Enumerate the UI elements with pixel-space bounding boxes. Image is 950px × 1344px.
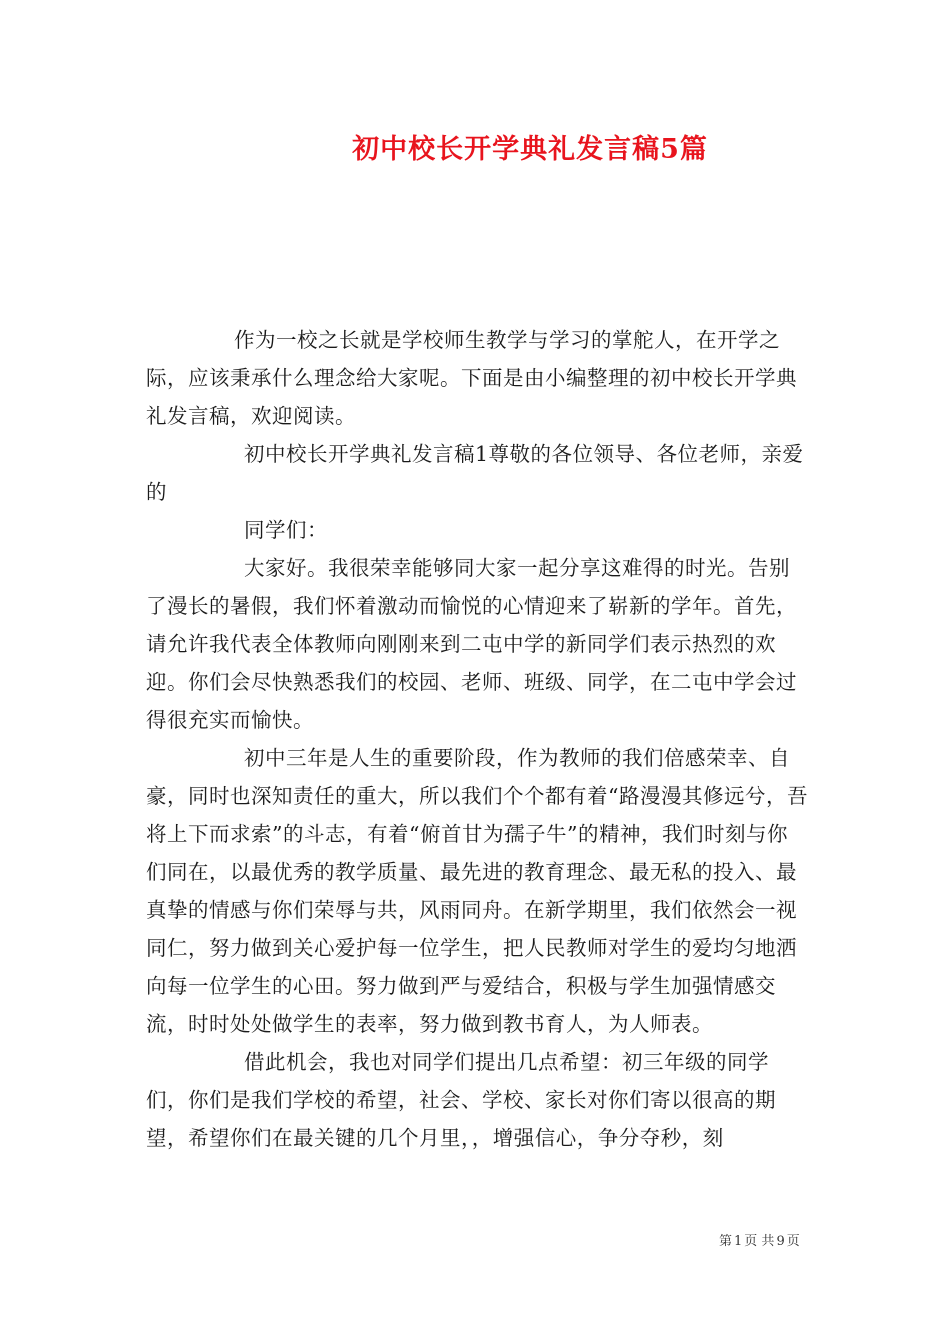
footer-page-current: 1 [734,1234,743,1249]
footer-page-suffix: 页 [786,1234,800,1249]
paragraph-intro: 作为一校之长就是学校师生教学与学习的掌舵人，在开学之际，应该秉承什么理念给大家呢。下面是由小编整理的初中校长开学典礼发言稿，欢迎阅读。 [146,328,797,428]
document-body [146,321,808,1157]
paragraph-greeting: 大家好。我很荣幸能够同大家一起分享这难得的时光。告别了漫长的暑假，我们怀着激动而愉悦的心情迎来了崭新的学年。首先，请允许我代表全体教师向刚刚来到二屯中学的新同学们表示热烈的欢迎。你们会尽快熟悉我们的校园、老师、班级、同学，在二屯中学会过得很充实而愉快。 [146,556,797,732]
document-title: 初中校长开学典礼发言稿5篇 [352,134,708,165]
footer-page-label: 第 [719,1234,733,1249]
paragraph-hopes: 借此机会，我也对同学们提出几点希望：初三年级的同学们，你们是我们学校的希望，社会、学校、家长对你们寄以很高的期望，希望你们在最关键的几个月里，，增强信心，争分夺秒，刻 [146,1050,776,1150]
paragraph-speech-heading: 初中校长开学典礼发言稿1尊敬的各位领导、各位老师，亲爱的 [146,442,804,504]
paragraph-teachers: 初中三年是人生的重要阶段，作为教师的我们倍感荣幸、自豪，同时也深知责任的重大，所以我们个个都有着“路漫漫其修远兮，吾将上下而求索”的斗志，有着“俯首甘为孺子牛”的精神，我们时刻与你们同在，以最优秀的教学质量、最先进的教育理念、最无私的投入、最真挚的情感与你们荣辱与共，风雨同舟。在新学期里，我们依然会一视同仁，努力做到关心爱护每一位学生，把人民教师对学生的爱均匀地洒向每一位学生的心田。努力做到严与爱结合，积极与学生加强情感交流，时时处处做学生的表率，努力做到教书育人，为人师表。 [146,746,808,1036]
footer-page-total: 9 [776,1234,785,1249]
footer-page-mid: 页 共 [744,1234,775,1249]
page-number-footer [718,1230,801,1249]
paragraph-salutation: 同学们： [244,518,328,542]
